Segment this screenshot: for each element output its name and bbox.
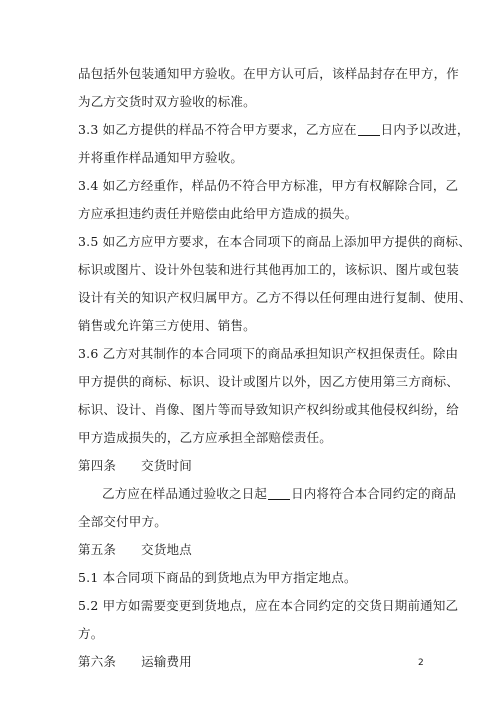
text-line: 甲方提供的商标、标识、设计或图片以外，因乙方使用第三方商标、 bbox=[78, 374, 460, 389]
article-4-part1: 乙方应在样品通过验收之日起 bbox=[102, 486, 268, 501]
text-line: 销售或允许第三方使用、销售。 bbox=[78, 318, 256, 333]
text-line: 方应承担违约责任并赔偿由此给甲方造成的损失。 bbox=[78, 206, 358, 221]
text-line: 并将重作样品通知甲方验收。 bbox=[78, 150, 244, 165]
article-5-heading: 第五条 交货地点 bbox=[78, 542, 192, 557]
text-line: 全部交付甲方。 bbox=[78, 514, 167, 529]
clause-5-1: 5.1 本合同项下商品的到货地点为甲方指定地点。 bbox=[78, 570, 357, 585]
clause-3-4: 3.4 如乙方经重作，样品仍不符合甲方标准，甲方有权解除合同，乙 bbox=[78, 178, 459, 193]
article-4-part2: 日内将符合本合同约定的商品 bbox=[291, 486, 457, 501]
article-6-heading: 第六条 运输费用 bbox=[78, 654, 192, 669]
fill-in-blank bbox=[358, 122, 380, 136]
clause-3-5: 3.5 如乙方应甲方要求，在本合同项下的商品上添加甲方提供的商标、 bbox=[78, 234, 471, 249]
text-line: 方。 bbox=[78, 626, 104, 641]
clause-3-3-part1: 3.3 如乙方提供的样品不符合甲方要求，乙方应在 bbox=[78, 122, 357, 137]
text-line: 甲方造成损失的，乙方应承担全部赔偿责任。 bbox=[78, 430, 333, 445]
clause-5-2: 5.2 甲方如需要变更到货地点，应在本合同约定的交货日期前通知乙 bbox=[78, 598, 459, 613]
text-line: 品包括外包装通知甲方验收。在甲方认可后，该样品封存在甲方，作 bbox=[78, 66, 460, 81]
text-line: 标识、设计、肖像、图片等而导致知识产权纠纷或其他侵权纠纷，给 bbox=[78, 402, 460, 417]
text-line: 为乙方交货时双方验收的标准。 bbox=[78, 94, 256, 109]
clause-3-3 bbox=[78, 122, 470, 138]
text-line: 设计有关的知识产权归属甲方。乙方不得以任何理由进行复制、使用、 bbox=[78, 290, 472, 305]
text-line: 标识或图片、设计外包装和进行其他再加工的，该标识、图片或包装 bbox=[78, 262, 460, 277]
page-number: 2 bbox=[418, 658, 424, 668]
article-4-heading: 第四条 交货时间 bbox=[78, 458, 192, 473]
article-4-body bbox=[102, 486, 457, 502]
clause-3-3-part2: 日内予以改进， bbox=[380, 122, 470, 137]
fill-in-blank bbox=[268, 486, 290, 500]
clause-3-6: 3.6 乙方对其制作的本合同项下的商品承担知识产权担保责任。除由 bbox=[78, 346, 459, 361]
